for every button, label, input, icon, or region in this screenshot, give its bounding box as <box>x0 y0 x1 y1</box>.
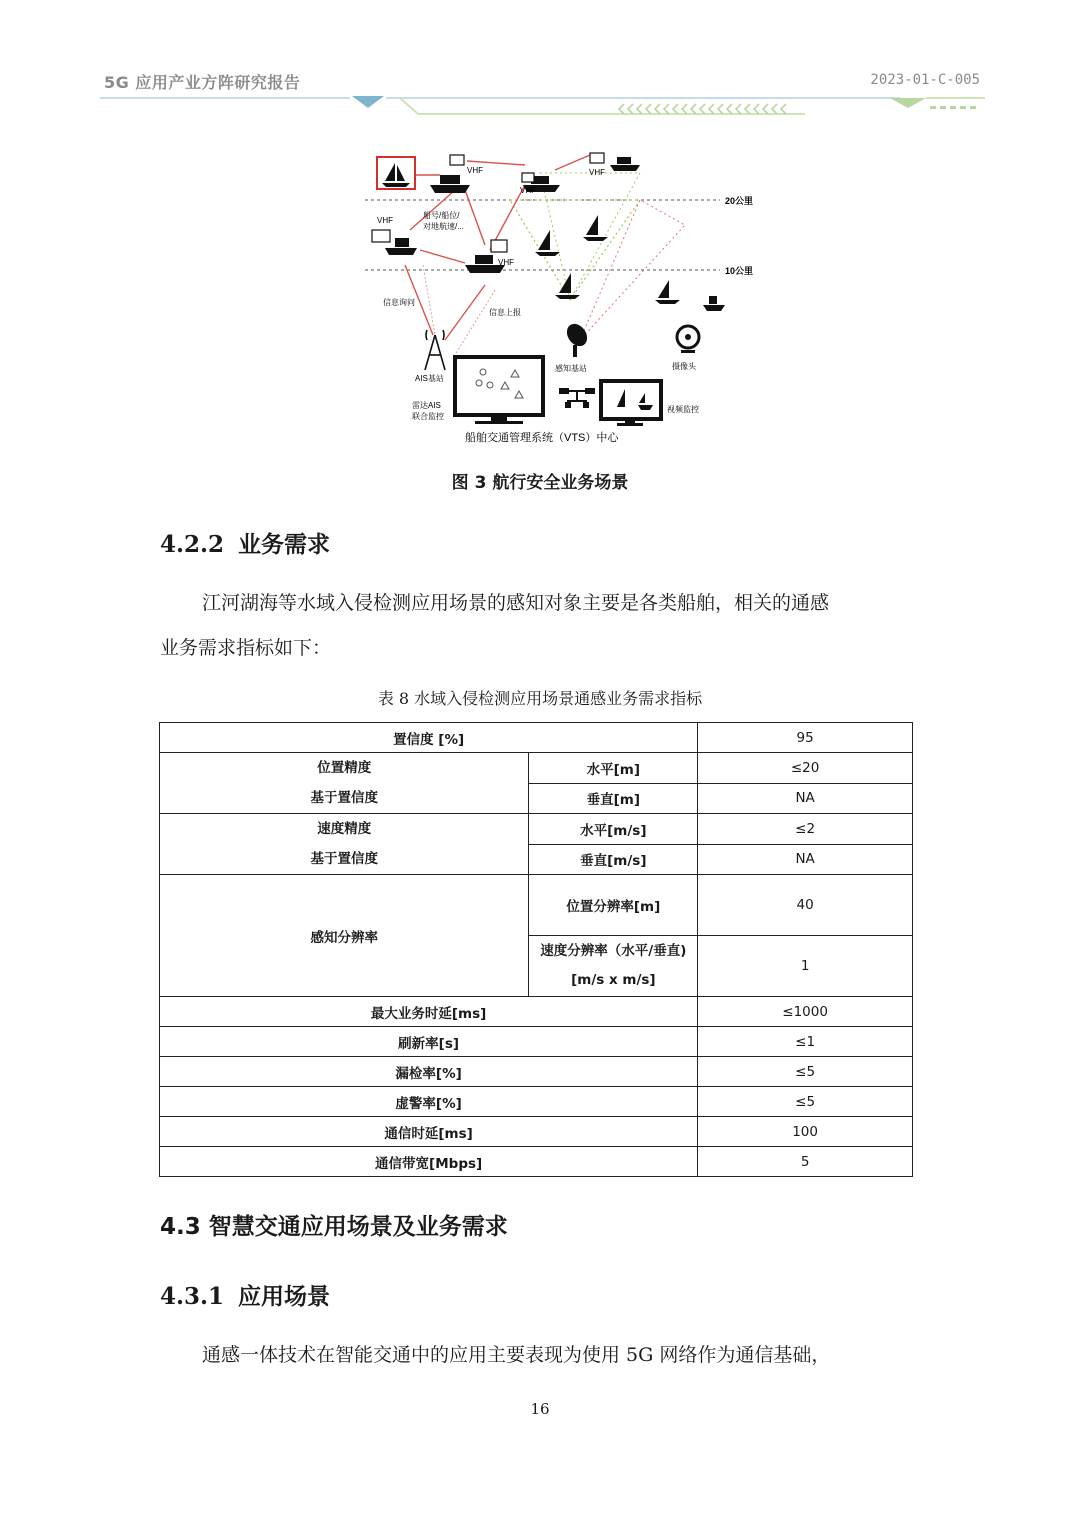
navigation-safety-diagram <box>355 145 775 450</box>
sensing-dish-icon <box>563 320 592 357</box>
table-cell-value: ≤5 <box>698 1057 913 1087</box>
header-decoration <box>100 94 985 120</box>
table-cell-label: 通信时延[ms] <box>160 1117 698 1147</box>
ship-icon-5 <box>465 240 507 273</box>
section-title: 业务需求 <box>238 532 330 558</box>
label-line-1: 速度分辨率（水平/垂直) <box>540 943 687 959</box>
vhf-label-3: VHF <box>589 168 605 177</box>
vhf-label-5: VHF <box>498 258 514 267</box>
vhf-label-4: VHF <box>377 216 393 225</box>
section-number: 4.2.2 <box>160 531 225 558</box>
table-cell-value: ≤2 <box>698 814 913 845</box>
table-cell-label: 位置分辨率[m] <box>529 875 698 936</box>
ship-icon-4 <box>372 230 417 255</box>
sailboat-icons-group <box>535 215 725 311</box>
table-cell-value: 1 <box>698 936 913 997</box>
camera-icon <box>677 326 699 353</box>
group-label-line-2: 基于置信度 <box>310 851 378 867</box>
header-report-title: 5G 应用产业方阵研究报告 <box>104 73 301 92</box>
table-caption: 表 8 水域入侵检测应用场景通感业务需求指标 <box>377 689 703 708</box>
paragraph-line <box>160 626 920 671</box>
table-cell-value: 5 <box>698 1147 913 1177</box>
ship-info-label-2: 对地航速/... <box>423 222 464 231</box>
table-cell-label: 虚警率[%] <box>160 1087 698 1117</box>
table-cell-label: 垂直[m/s] <box>529 844 698 875</box>
table-cell-group <box>160 753 529 814</box>
info-query-label: 信息询问 <box>383 298 415 307</box>
table-row <box>160 1027 913 1057</box>
group-label-line-1: 速度精度 <box>317 821 372 837</box>
paragraph-text: 业务需求指标如下： <box>160 637 332 659</box>
table-cell-value: NA <box>698 844 913 875</box>
ais-tower-icon <box>425 330 445 370</box>
table-cell-label: 水平[m/s] <box>529 814 698 845</box>
table-cell-value: ≤5 <box>698 1087 913 1117</box>
radar-ais-label-1: 雷达AIS <box>412 401 441 410</box>
table-row <box>160 723 913 753</box>
radar-monitor-icon <box>455 357 543 424</box>
table-cell-label: 置信度 [%] <box>160 723 698 753</box>
table-row <box>160 1087 913 1117</box>
table-cell-label: 通信带宽[Mbps] <box>160 1147 698 1177</box>
figure-caption: 图 3 航行安全业务场景 <box>451 473 629 493</box>
network-hub-icon <box>559 388 595 408</box>
table-cell-value: 40 <box>698 875 913 936</box>
table-cell-group <box>160 814 529 875</box>
requirements-table <box>159 722 913 1177</box>
ship-info-label-1: 船号/船位/ <box>423 211 460 220</box>
paragraph-text: 江河湖海等水域入侵检测应用场景的感知对象主要是各类船舶，相关的通感 <box>202 592 830 614</box>
table-cell-value: ≤1000 <box>698 997 913 1027</box>
paragraph-line <box>160 1333 920 1378</box>
table-cell-label: 最大业务时延[ms] <box>160 997 698 1027</box>
table-row <box>160 1117 913 1147</box>
radar-ais-label-2: 联合监控 <box>412 412 444 421</box>
paragraph-line <box>160 581 920 626</box>
table-cell-value: 95 <box>698 723 913 753</box>
label-10km: 10公里 <box>725 266 754 276</box>
video-monitor-label: 视频监控 <box>667 405 699 414</box>
table-cell-value: ≤20 <box>698 753 913 784</box>
info-report-label: 信息上报 <box>489 308 521 317</box>
sensing-coverage-1 <box>510 200 640 300</box>
ship-icon-1 <box>430 155 470 193</box>
paragraph-text: 通感一体技术在智能交通中的应用主要表现为使用 5G 网络作为通信基础， <box>202 1344 831 1366</box>
label-20km: 20公里 <box>725 196 754 206</box>
ais-station-label: AIS基站 <box>415 374 444 383</box>
sensing-station-label: 感知基站 <box>555 364 587 373</box>
header-doc-code: 2023-01-C-005 <box>870 72 980 88</box>
section-number: 4.3.1 <box>160 1283 225 1310</box>
table-cell-label <box>529 936 698 997</box>
table-cell-value: NA <box>698 783 913 814</box>
vhf-label-1: VHF <box>467 166 483 175</box>
table-row <box>160 997 913 1027</box>
table-row <box>160 753 913 784</box>
table-cell-label: 水平[m] <box>529 753 698 784</box>
label-line-2: [m/s x m/s] <box>571 972 656 988</box>
video-monitor-icon <box>601 381 661 426</box>
paragraph-requirements <box>160 581 920 671</box>
table-cell-group: 感知分辨率 <box>160 875 529 997</box>
camera-label: 摄像头 <box>672 362 696 371</box>
table-row <box>160 814 913 845</box>
vhf-label-2: VHF <box>520 186 536 195</box>
sensing-coverage-2 <box>540 173 640 300</box>
section-heading-4-3-1 <box>160 1278 330 1311</box>
table-row <box>160 1057 913 1087</box>
table-cell-label: 垂直[m] <box>529 783 698 814</box>
table-cell-label: 漏检率[%] <box>160 1057 698 1087</box>
group-label-line-2: 基于置信度 <box>310 790 378 806</box>
section-title: 应用场景 <box>238 1284 330 1310</box>
section-heading-4-2-2 <box>160 526 330 559</box>
table-row <box>160 1147 913 1177</box>
vts-center-label: 船舶交通管理系统（VTS）中心 <box>465 432 619 444</box>
page-number: 16 <box>530 1400 550 1418</box>
table-cell-value: 100 <box>698 1117 913 1147</box>
group-label-line-1: 位置精度 <box>317 760 372 776</box>
table-row <box>160 875 913 936</box>
table-cell-label: 刷新率[s] <box>160 1027 698 1057</box>
table-cell-value: ≤1 <box>698 1027 913 1057</box>
paragraph-application <box>160 1333 920 1378</box>
section-heading-4-3: 4.3 智慧交通应用场景及业务需求 <box>160 1214 508 1240</box>
